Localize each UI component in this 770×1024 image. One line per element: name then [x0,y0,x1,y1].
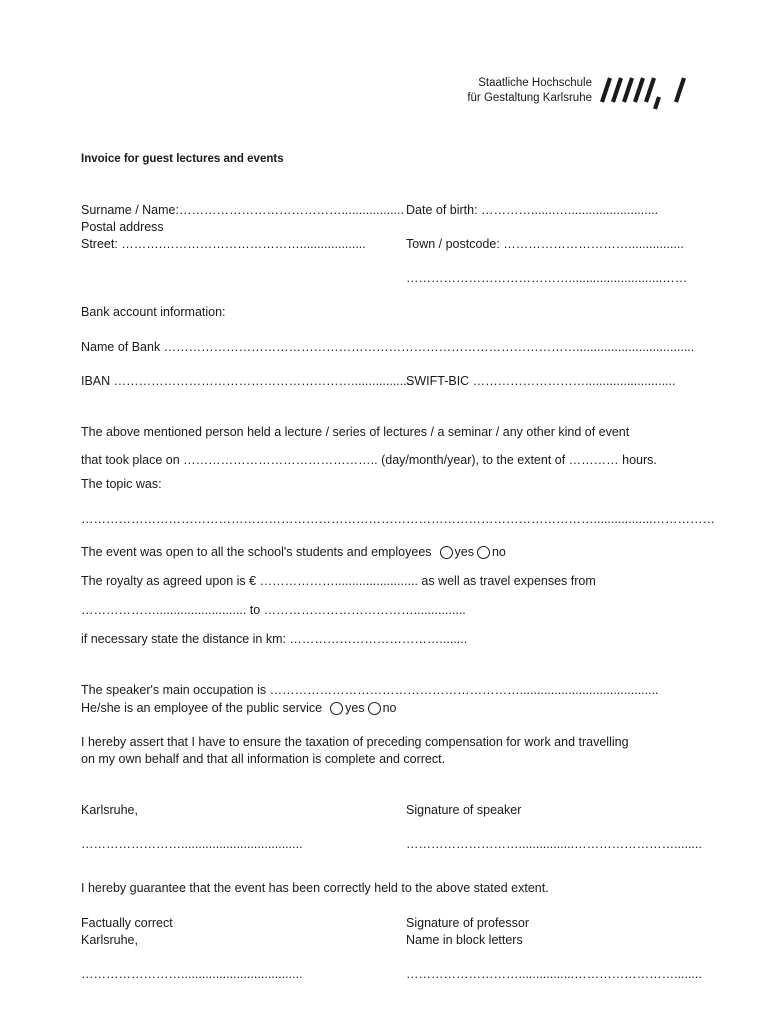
professor-signature-field[interactable]: ………………………................……………………........ [406,967,702,981]
speaker-signature-label: Signature of speaker [406,803,522,817]
institution-name [467,76,592,106]
guarantee-statement: I hereby guarantee that the event has been correctly held to the above stated extent. [81,881,549,895]
open-to-all-label: The event was open to all the school's students and employees [81,545,432,559]
open-to-all-row [81,544,506,560]
iban-field[interactable]: IBAN ………………………………………………….................. [81,374,414,388]
assertion-line-2: on my own behalf and that all information is complete and correct. [81,752,446,766]
open-yes-label: yes [454,545,474,559]
public-service-row [81,700,396,716]
town-extra-line[interactable]: …………………………………...........................…… [406,271,688,285]
place-label-1: Karlsruhe, [81,803,138,817]
factually-correct-label: Factually correct [81,916,173,930]
postal-address-label: Postal address [81,220,164,234]
public-service-yes-label: yes [345,701,365,715]
institution-line-2: für Gestaltung Karlsruhe [467,92,592,104]
royalty-field[interactable]: The royalty as agreed upon is € ………………........................ as well as travel expenses from [81,574,596,588]
date-of-birth-field[interactable]: Date of birth: ………….......….......................... [406,203,659,217]
topic-label: The topic was: [81,477,162,491]
professor-signature-label: Signature of professor [406,916,529,930]
speaker-signature-field[interactable]: ………………………................……………………........ [406,837,702,851]
topic-field[interactable]: …………………………………………………………………………………………………………….................…………… [81,512,716,526]
public-service-no-label: no [382,701,397,715]
open-no-label: no [491,545,506,559]
public-service-yes-radio[interactable] [330,702,343,715]
open-yes-radio[interactable] [440,546,453,559]
occupation-field[interactable]: The speaker's main occupation is ……………………………………………………........................................ [81,683,659,697]
street-field[interactable]: Street: ……….……………………………................... [81,237,366,251]
open-no-radio[interactable] [477,546,490,559]
page-title: Invoice for guest lectures and events [81,153,284,165]
event-line-2[interactable]: that took place on ……………………………………….. (day/month/year), to the extent of ………… hours. [81,453,657,467]
surname-field[interactable]: Surname / Name:………………………………….................. [81,203,404,217]
name-of-bank-field[interactable]: Name of Bank ……………………………………………………………………………………….................................. [81,340,695,354]
hfg-logo-slashes-icon [594,76,690,110]
institution-line-1: Staatliche Hochschule [478,77,592,89]
bank-heading: Bank account information: [81,305,226,319]
assertion-line-1: I hereby assert that I have to ensure the taxation of preceding compensation for work and travelling [81,735,629,749]
public-service-no-radio[interactable] [368,702,381,715]
place-date-field-2[interactable]: ……………………................................... [81,967,303,981]
swift-bic-field[interactable]: SWIFT-BIC ……………………….......................... [406,374,676,388]
block-letters-label: Name in block letters [406,933,523,947]
event-line-1: The above mentioned person held a lecture / series of lectures / a seminar / any other kind of event [81,425,630,439]
place-date-field-1[interactable]: ……………………................................... [81,837,303,851]
town-postcode-field[interactable]: Town / postcode: …………………………................ [406,237,684,251]
distance-field[interactable]: if necessary state the distance in km: ………………………………........ [81,632,468,646]
public-service-label: He/she is an employee of the public service [81,701,323,715]
place-label-2: Karlsruhe, [81,933,138,947]
travel-from-to-field[interactable]: ……………….......................... to ………………………………............... [81,603,466,617]
